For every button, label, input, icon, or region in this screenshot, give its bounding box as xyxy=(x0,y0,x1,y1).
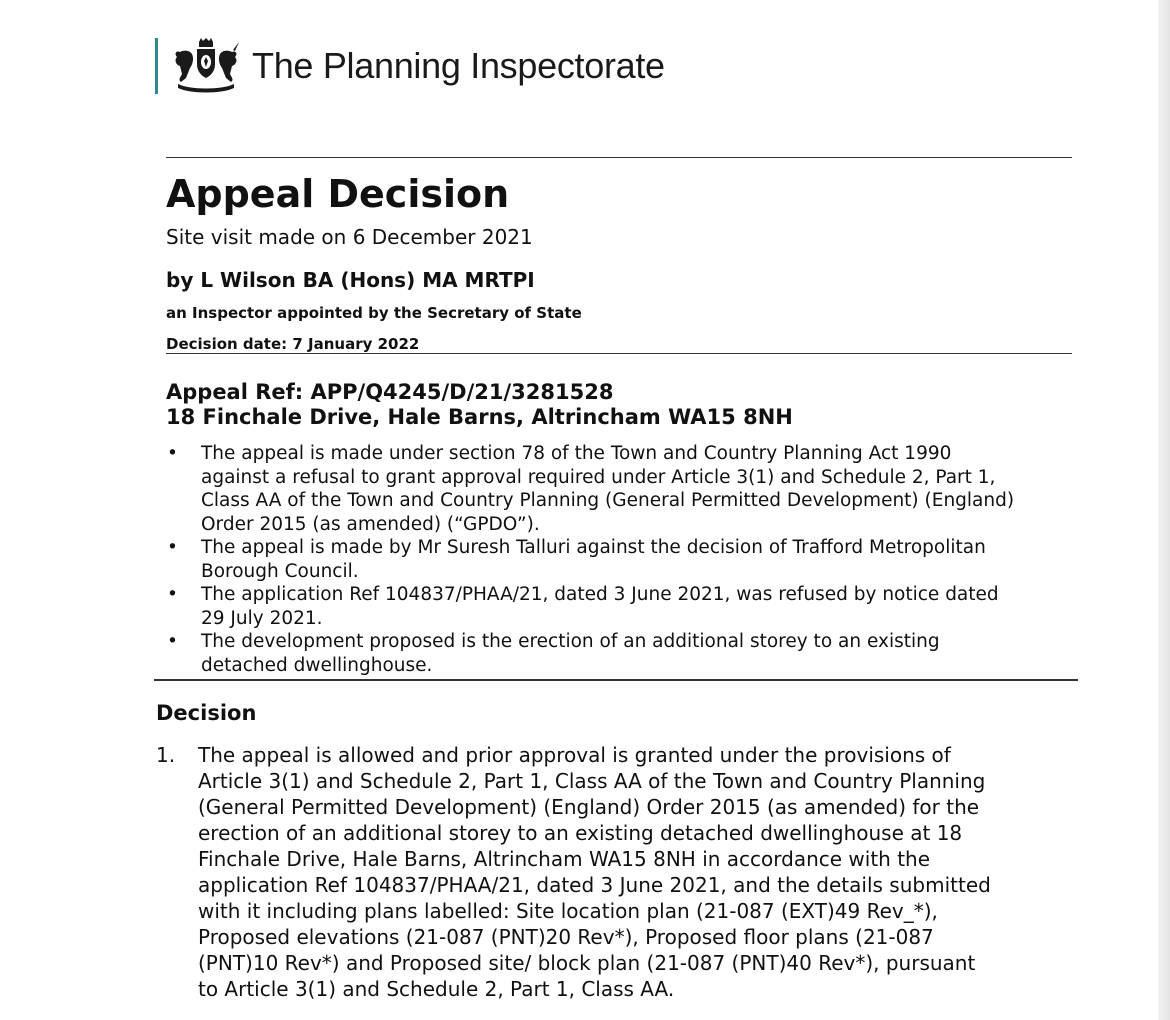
decision-paragraph xyxy=(156,742,1066,1002)
bullet-line: against a refusal to grant approval required under Article 3(1) and Schedule 2, Part 1, xyxy=(201,466,996,488)
royal-coat-of-arms-icon xyxy=(172,38,240,94)
bullet-line: Borough Council. xyxy=(201,560,359,582)
bullet-line: The appeal is made by Mr Suresh Talluri against the decision of Trafford Metropolitan xyxy=(201,537,986,558)
paragraph-line: application Ref 104837/PHAA/21, dated 3 June 2021, and the details submitted xyxy=(198,873,991,897)
letterhead xyxy=(155,38,665,94)
top-divider xyxy=(166,157,1072,158)
paragraph-number: 1. xyxy=(156,743,176,767)
appeal-details-divider xyxy=(154,679,1078,681)
appeal-detail-item xyxy=(166,442,1066,536)
bullet-line: The appeal is made under section 78 of the Town and Country Planning Act 1990 xyxy=(201,443,952,464)
paragraph-line: with it including plans labelled: Site location plan (21-087 (EXT)49 Rev_*), xyxy=(198,899,938,923)
paragraph-line: Proposed elevations (21-087 (PNT)20 Rev*), Proposed floor plans (21-087 xyxy=(198,925,934,949)
bullet-line: Order 2015 (as amended) (“GPDO”). xyxy=(201,513,540,535)
site-visit-date: Site visit made on 6 December 2021 xyxy=(166,225,533,249)
paragraph-line: The appeal is allowed and prior approval is granted under the provisions of xyxy=(198,743,951,767)
document-title: Appeal Decision xyxy=(166,172,510,216)
bullet-line: The application Ref 104837/PHAA/21, dated 3 June 2021, was refused by notice dated xyxy=(201,584,999,605)
paragraph-line: (PNT)10 Rev*) and Proposed site/ block plan (21-087 (PNT)40 Rev*), pursuant xyxy=(198,951,976,975)
appeal-detail-item xyxy=(166,536,1066,583)
appeal-detail-item xyxy=(166,583,1066,630)
bullet-line: 29 July 2021. xyxy=(201,607,323,629)
page-edge-shadow xyxy=(1158,0,1170,1020)
appeal-detail-item xyxy=(166,630,1066,677)
inspector-name: by L Wilson BA (Hons) MA MRTPI xyxy=(166,268,535,292)
letterhead-accent-bar xyxy=(155,38,158,94)
appeal-details-list xyxy=(166,442,1066,677)
appeal-reference: Appeal Ref: APP/Q4245/D/21/3281528 xyxy=(166,380,614,404)
bullet-icon: • xyxy=(167,537,178,558)
bullet-line: The development proposed is the erection of an additional storey to an existing xyxy=(201,631,940,652)
bullet-icon: • xyxy=(167,584,178,605)
inspector-appointment: an Inspector appointed by the Secretary of State xyxy=(166,304,582,322)
decision-date: Decision date: 7 January 2022 xyxy=(166,335,420,353)
appeal-site-address: 18 Finchale Drive, Hale Barns, Altrincham WA15 8NH xyxy=(166,405,793,429)
bullet-line: detached dwellinghouse. xyxy=(201,654,433,676)
decision-heading: Decision xyxy=(156,701,257,725)
paragraph-line: (General Permitted Development) (England) Order 2015 (as amended) for the xyxy=(198,795,980,819)
paragraph-text xyxy=(198,742,1066,1002)
bullet-icon: • xyxy=(167,443,178,464)
bullet-icon: • xyxy=(167,631,178,652)
paragraph-line: erection of an additional storey to an existing detached dwellinghouse at 18 xyxy=(198,821,963,845)
bullet-line: Class AA of the Town and Country Planning (General Permitted Development) (England) xyxy=(201,490,1015,511)
organisation-name: The Planning Inspectorate xyxy=(252,45,665,86)
paragraph-line: Finchale Drive, Hale Barns, Altrincham WA15 8NH in accordance with the xyxy=(198,847,931,871)
header-divider xyxy=(166,353,1072,354)
paragraph-line: Article 3(1) and Schedule 2, Part 1, Class AA of the Town and Country Planning xyxy=(198,769,986,793)
paragraph-line: to Article 3(1) and Schedule 2, Part 1, Class AA. xyxy=(198,977,675,1001)
